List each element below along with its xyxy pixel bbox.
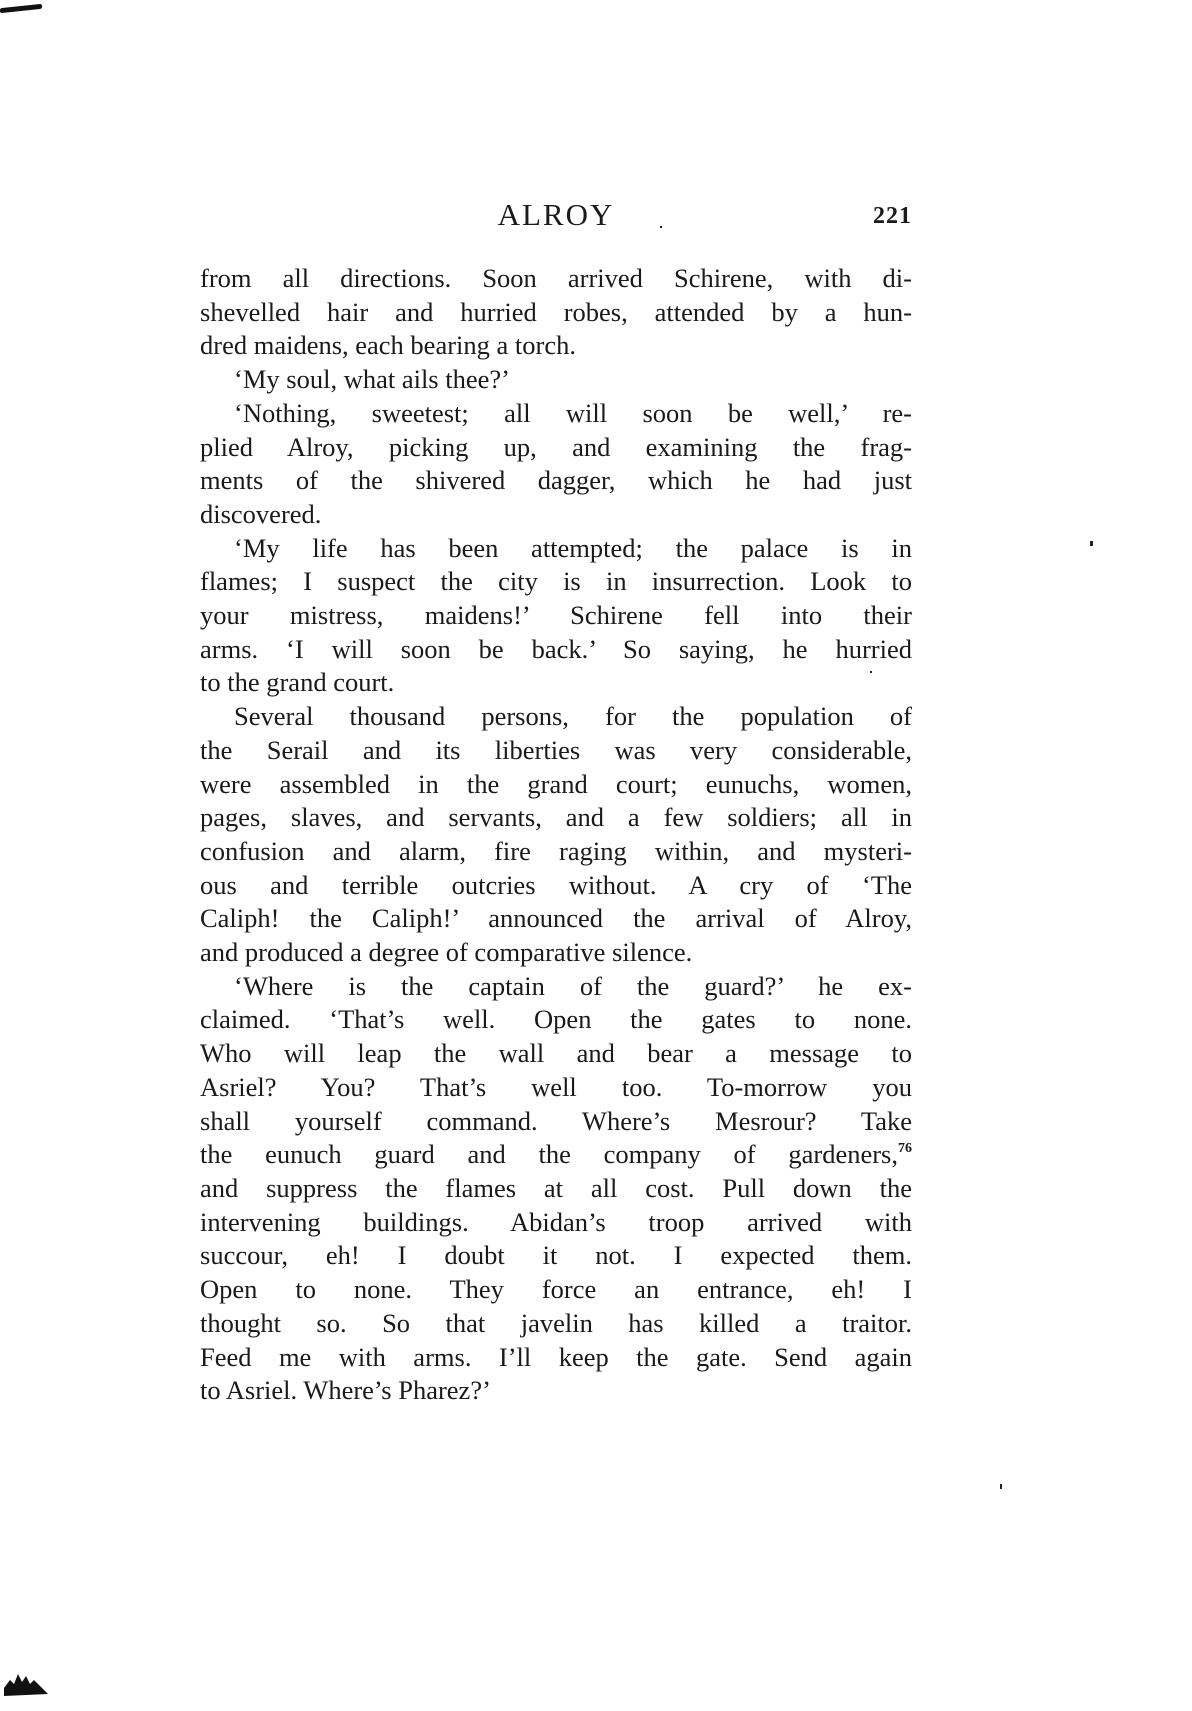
text-line: thought so. So that javelin has killed a traitor.: [200, 1307, 912, 1338]
text-line: and produced a degree of comparative silence.: [200, 937, 693, 968]
text-line: dred maidens, each bearing a torch.: [200, 330, 576, 361]
scan-speck: [1090, 541, 1093, 546]
scan-artifact-bottom-left: [4, 1668, 48, 1696]
running-title: ALROY: [497, 197, 615, 232]
text-line: [200, 1138, 912, 1172]
text-line: your mistress, maidens!’ Schirene fell into their: [200, 600, 912, 631]
text-line: Several thousand persons, for the population of: [234, 701, 912, 732]
scan-speck: [1000, 1484, 1002, 1489]
running-head: [200, 197, 912, 237]
text-line: and suppress the flames at all cost. Pull down the: [200, 1172, 912, 1203]
text-line: ments of the shivered dagger, which he had just: [200, 465, 912, 496]
scan-speck: [660, 226, 662, 228]
text-line: Who will leap the wall and bear a message to: [200, 1038, 912, 1069]
text-line: Asriel? You? That’s well too. To-morrow you: [200, 1071, 912, 1102]
footnote-reference: 76: [898, 1141, 912, 1157]
text-line: ous and terrible outcries without. A cry of ‘The: [200, 869, 912, 900]
body-text: [200, 262, 912, 1408]
text-line: to the grand court.: [200, 667, 395, 698]
text-line: ‘Where is the captain of the guard?’ he ex-: [234, 970, 912, 1001]
text-line: Caliph! the Caliph!’ announced the arrival of Alroy,: [200, 903, 912, 934]
text-line: succour, eh! I doubt it not. I expected them.: [200, 1240, 912, 1271]
text-line: arms. ‘I will soon be back.’ So saying, he hurried: [200, 633, 912, 664]
text-line: plied Alroy, picking up, and examining the frag-: [200, 431, 912, 462]
text-line: to Asriel. Where’s Pharez?’: [200, 1375, 491, 1406]
page-number: 221: [873, 203, 912, 229]
text-line: confusion and alarm, fire raging within, and mysteri-: [200, 835, 912, 866]
text-line-content: the eunuch guard and the company of gardeners,: [200, 1139, 898, 1170]
text-line: from all directions. Soon arrived Schirene, with di-: [200, 263, 912, 293]
text-line: flames; I suspect the city is in insurrection. Look to: [200, 566, 912, 597]
text-line: ‘My life has been attempted; the palace is in: [234, 532, 912, 563]
scan-speck: [870, 671, 872, 673]
text-line: claimed. ‘That’s well. Open the gates to none.: [200, 1004, 912, 1035]
text-line: ‘My soul, what ails thee?’: [234, 364, 510, 395]
text-line: discovered.: [200, 498, 322, 529]
scan-artifact-top-left: [0, 4, 42, 13]
text-line: shevelled hair and hurried robes, attended by a hun-: [200, 296, 912, 327]
text-line: Open to none. They force an entrance, eh! I: [200, 1274, 912, 1305]
text-line: Feed me with arms. I’ll keep the gate. Send again: [200, 1341, 912, 1372]
text-line: ‘Nothing, sweetest; all will soon be well,’ re-: [234, 397, 912, 428]
text-line: shall yourself command. Where’s Mesrour? Take: [200, 1105, 912, 1136]
text-line: pages, slaves, and servants, and a few soldiers; all in: [200, 802, 912, 833]
text-line: intervening buildings. Abidan’s troop arrived with: [200, 1206, 912, 1237]
text-line: the Serail and its liberties was very considerable,: [200, 734, 912, 765]
text-line: were assembled in the grand court; eunuchs, women,: [200, 768, 912, 799]
